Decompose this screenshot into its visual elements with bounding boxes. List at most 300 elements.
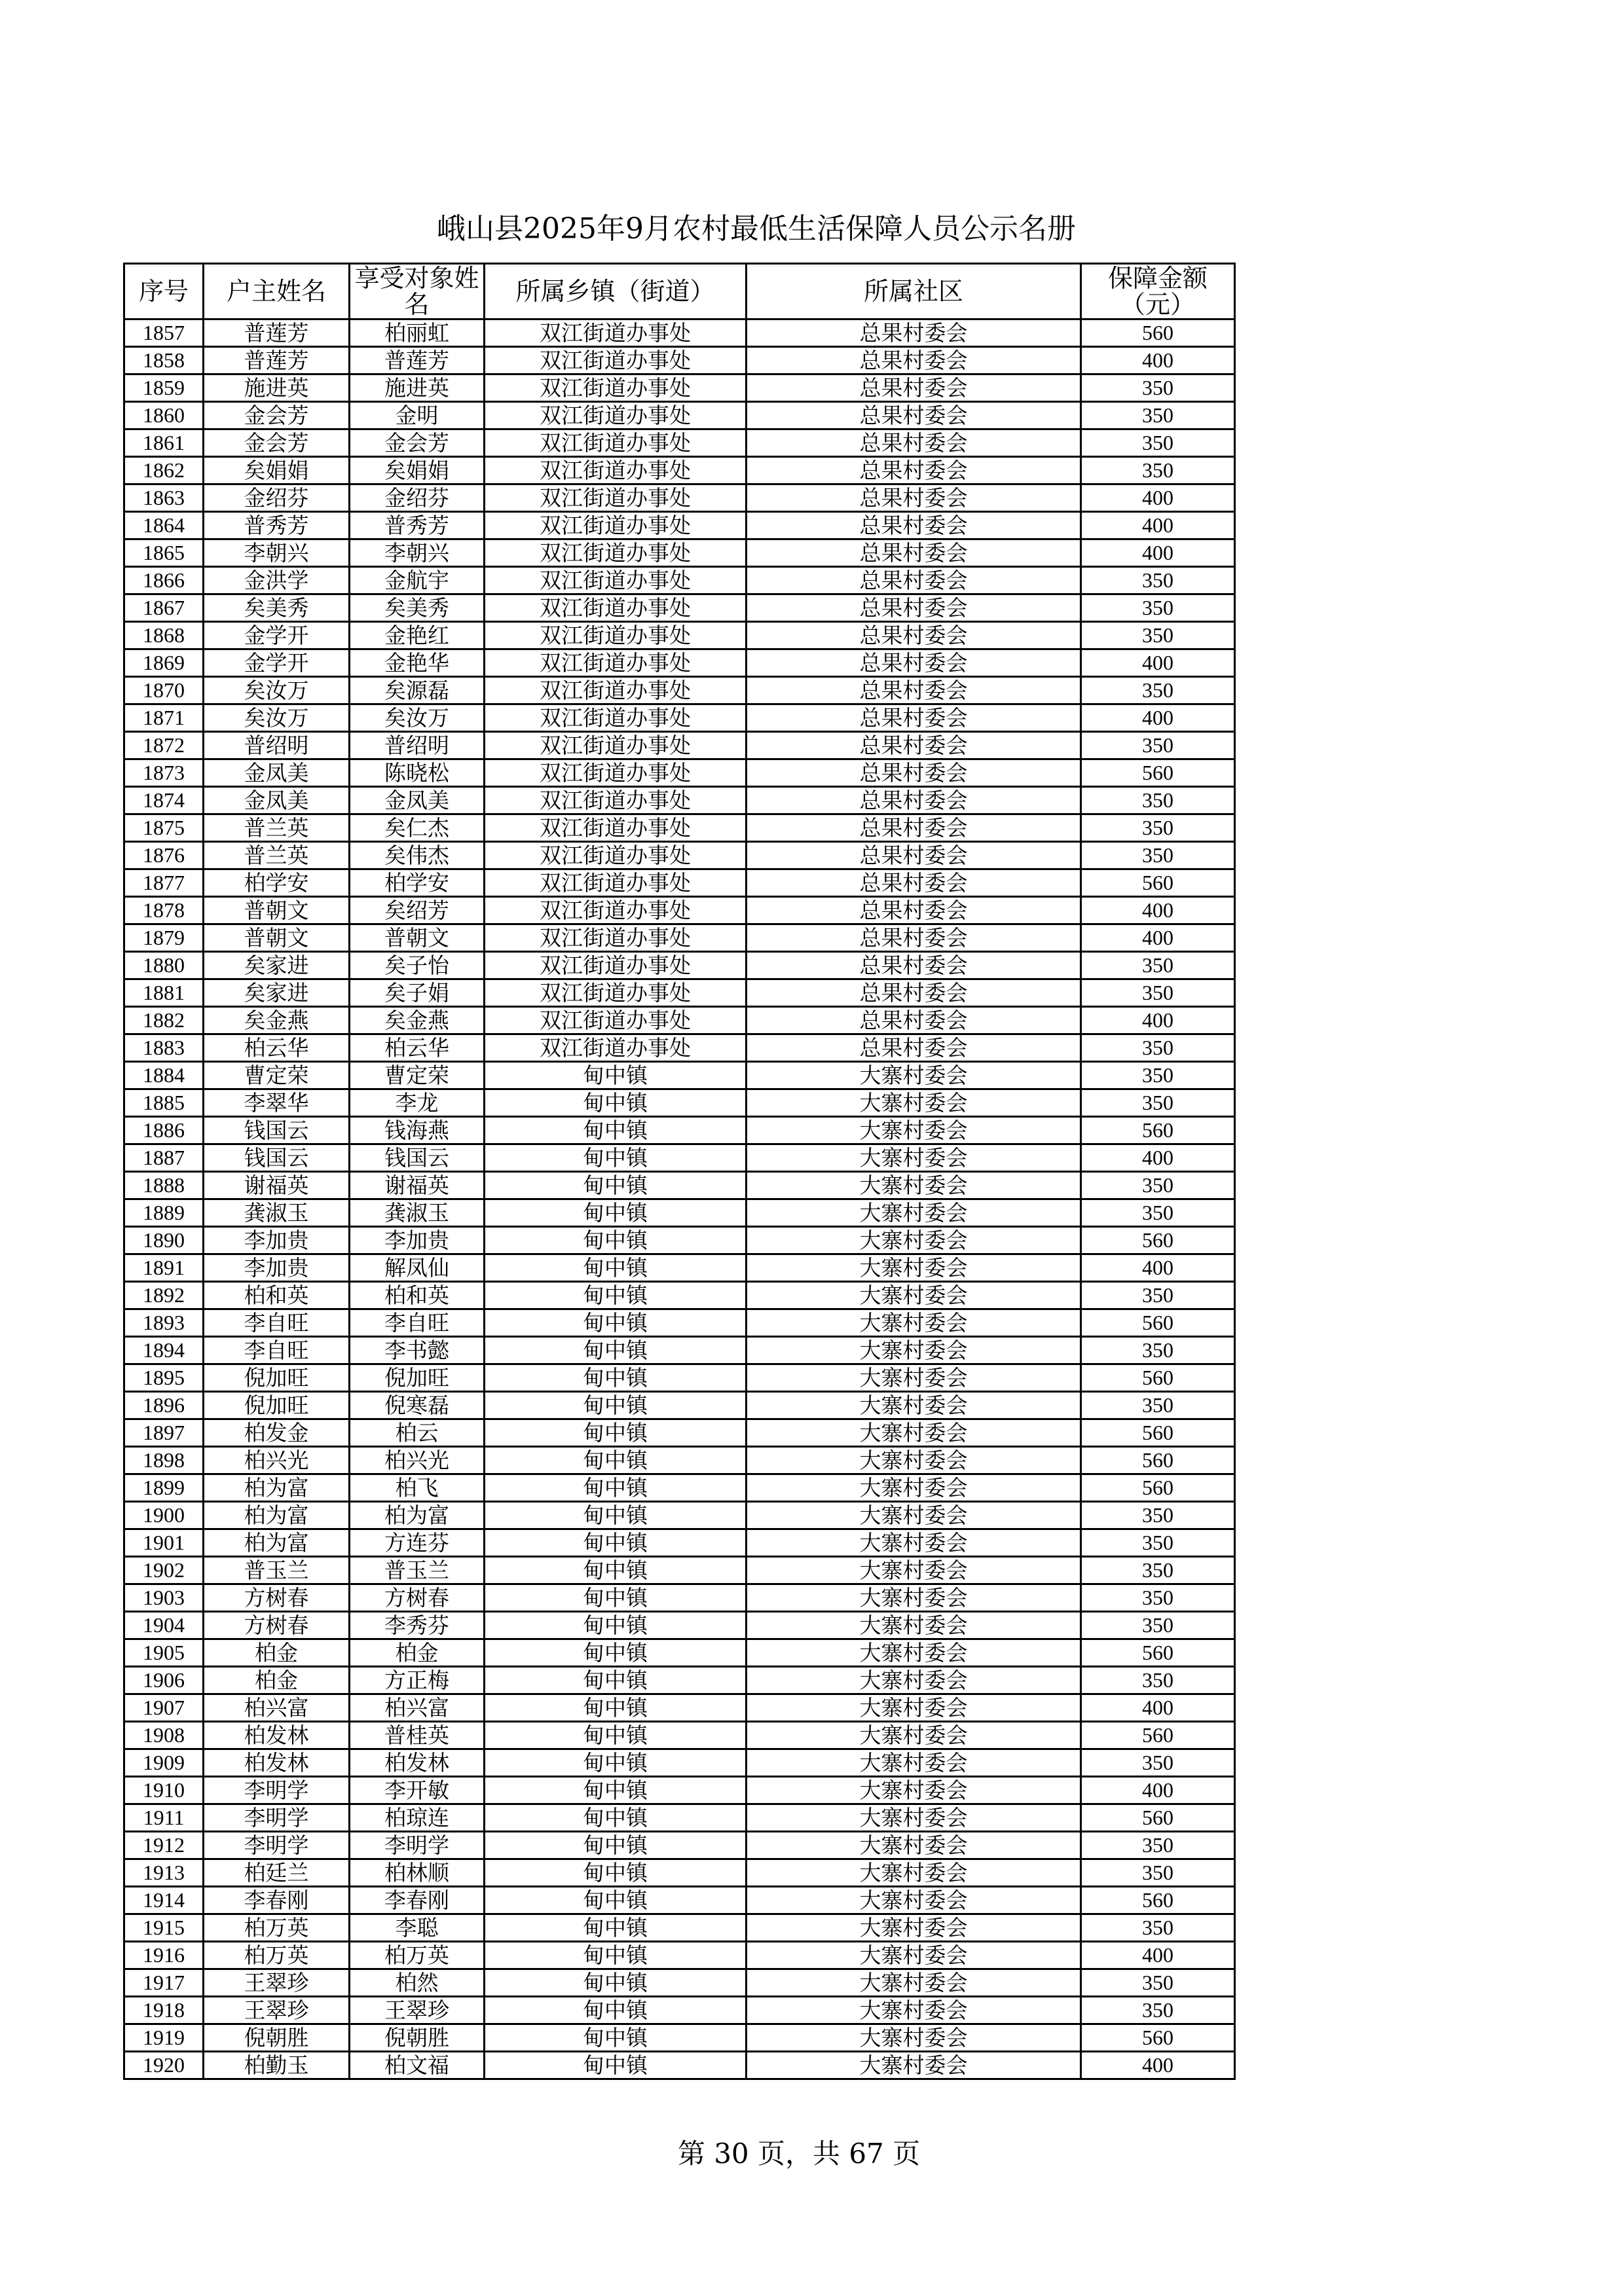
cell-community: 总果村委会	[747, 814, 1081, 842]
cell-seq: 1873	[124, 759, 204, 787]
cell-community: 大寨村委会	[747, 1667, 1081, 1694]
table-row	[124, 512, 1235, 539]
table-row	[124, 1942, 1235, 1969]
cell-community: 总果村委会	[747, 457, 1081, 484]
cell-amount: 400	[1081, 512, 1235, 539]
cell-seq: 1890	[124, 1227, 204, 1254]
cell-seq: 1882	[124, 1007, 204, 1034]
cell-community: 大寨村委会	[747, 1392, 1081, 1419]
cell-amount: 350	[1081, 814, 1235, 842]
cell-amount: 560	[1081, 1117, 1235, 1144]
cell-beneficiary-name: 龚淑玉	[350, 1199, 485, 1227]
cell-township: 双江街道办事处	[485, 677, 747, 704]
cell-community: 总果村委会	[747, 869, 1081, 897]
cell-community: 总果村委会	[747, 649, 1081, 677]
cell-beneficiary-name: 金明	[350, 402, 485, 429]
cell-amount: 400	[1081, 2052, 1235, 2079]
table-row	[124, 649, 1235, 677]
cell-township: 甸中镇	[485, 1859, 747, 1887]
table-row	[124, 1612, 1235, 1639]
cell-householder-name: 柏万英	[204, 1914, 350, 1942]
cell-amount: 350	[1081, 842, 1235, 869]
table-row	[124, 1997, 1235, 2024]
cell-beneficiary-name: 矣汝万	[350, 704, 485, 732]
cell-township: 甸中镇	[485, 1969, 747, 1997]
roster-table	[123, 263, 1236, 2080]
cell-amount: 350	[1081, 622, 1235, 649]
cell-amount: 350	[1081, 1667, 1235, 1694]
table-row	[124, 952, 1235, 979]
cell-seq: 1888	[124, 1172, 204, 1199]
cell-township: 甸中镇	[485, 1529, 747, 1557]
cell-householder-name: 普兰英	[204, 814, 350, 842]
cell-beneficiary-name: 倪朝胜	[350, 2024, 485, 2052]
cell-beneficiary-name: 李聪	[350, 1914, 485, 1942]
cell-householder-name: 曹定荣	[204, 1062, 350, 1089]
cell-seq: 1870	[124, 677, 204, 704]
cell-beneficiary-name: 李春刚	[350, 1887, 485, 1914]
cell-amount: 350	[1081, 1337, 1235, 1364]
cell-householder-name: 柏发金	[204, 1419, 350, 1447]
cell-beneficiary-name: 柏学安	[350, 869, 485, 897]
cell-householder-name: 倪朝胜	[204, 2024, 350, 2052]
cell-seq: 1916	[124, 1942, 204, 1969]
cell-householder-name: 普兰英	[204, 842, 350, 869]
cell-seq: 1886	[124, 1117, 204, 1144]
cell-community: 大寨村委会	[747, 1722, 1081, 1749]
cell-township: 甸中镇	[485, 1667, 747, 1694]
cell-householder-name: 矣家进	[204, 952, 350, 979]
cell-seq: 1889	[124, 1199, 204, 1227]
cell-township: 甸中镇	[485, 1914, 747, 1942]
cell-township: 双江街道办事处	[485, 622, 747, 649]
table-row	[124, 347, 1235, 374]
cell-beneficiary-name: 倪加旺	[350, 1364, 485, 1392]
cell-seq: 1880	[124, 952, 204, 979]
table-row	[124, 842, 1235, 869]
cell-beneficiary-name: 施进英	[350, 374, 485, 402]
cell-beneficiary-name: 金艳华	[350, 649, 485, 677]
cell-amount: 400	[1081, 347, 1235, 374]
cell-seq: 1914	[124, 1887, 204, 1914]
cell-seq: 1917	[124, 1969, 204, 1997]
cell-township: 双江街道办事处	[485, 1007, 747, 1034]
cell-householder-name: 李自旺	[204, 1309, 350, 1337]
cell-township: 甸中镇	[485, 1282, 747, 1309]
cell-community: 大寨村委会	[747, 1474, 1081, 1502]
cell-amount: 350	[1081, 1859, 1235, 1887]
cell-community: 大寨村委会	[747, 1639, 1081, 1667]
table-row	[124, 1282, 1235, 1309]
cell-amount: 400	[1081, 1254, 1235, 1282]
cell-township: 甸中镇	[485, 1474, 747, 1502]
table-row	[124, 1557, 1235, 1584]
cell-householder-name: 李朝兴	[204, 539, 350, 567]
cell-householder-name: 矣汝万	[204, 704, 350, 732]
cell-amount: 350	[1081, 1529, 1235, 1557]
cell-community: 总果村委会	[747, 594, 1081, 622]
cell-beneficiary-name: 矣仁杰	[350, 814, 485, 842]
cell-beneficiary-name: 金绍芬	[350, 484, 485, 512]
cell-community: 总果村委会	[747, 539, 1081, 567]
cell-seq: 1876	[124, 842, 204, 869]
cell-amount: 560	[1081, 1474, 1235, 1502]
cell-seq: 1908	[124, 1722, 204, 1749]
cell-amount: 560	[1081, 1447, 1235, 1474]
cell-beneficiary-name: 柏兴光	[350, 1447, 485, 1474]
cell-householder-name: 矣美秀	[204, 594, 350, 622]
cell-householder-name: 金凤美	[204, 759, 350, 787]
cell-householder-name: 普朝文	[204, 897, 350, 924]
table-row	[124, 979, 1235, 1007]
table-row	[124, 1392, 1235, 1419]
cell-amount: 350	[1081, 1612, 1235, 1639]
cell-householder-name: 柏学安	[204, 869, 350, 897]
cell-amount: 350	[1081, 594, 1235, 622]
cell-seq: 1903	[124, 1584, 204, 1612]
table-row	[124, 704, 1235, 732]
cell-seq: 1897	[124, 1419, 204, 1447]
page-footer	[0, 2136, 1624, 2172]
cell-householder-name: 金会芳	[204, 429, 350, 457]
cell-seq: 1877	[124, 869, 204, 897]
cell-householder-name: 李加贵	[204, 1254, 350, 1282]
cell-beneficiary-name: 矣伟杰	[350, 842, 485, 869]
cell-seq: 1918	[124, 1997, 204, 2024]
cell-community: 大寨村委会	[747, 1337, 1081, 1364]
cell-beneficiary-name: 谢福英	[350, 1172, 485, 1199]
cell-seq: 1868	[124, 622, 204, 649]
cell-township: 双江街道办事处	[485, 787, 747, 814]
cell-amount: 400	[1081, 897, 1235, 924]
cell-beneficiary-name: 金航宇	[350, 567, 485, 594]
cell-community: 总果村委会	[747, 429, 1081, 457]
cell-seq: 1869	[124, 649, 204, 677]
cell-householder-name: 金绍芬	[204, 484, 350, 512]
cell-township: 甸中镇	[485, 1062, 747, 1089]
cell-seq: 1907	[124, 1694, 204, 1722]
cell-community: 总果村委会	[747, 732, 1081, 759]
cell-community: 大寨村委会	[747, 1997, 1081, 2024]
cell-householder-name: 矣金燕	[204, 1007, 350, 1034]
cell-township: 双江街道办事处	[485, 484, 747, 512]
cell-beneficiary-name: 李龙	[350, 1089, 485, 1117]
cell-householder-name: 柏兴光	[204, 1447, 350, 1474]
cell-householder-name: 普秀芳	[204, 512, 350, 539]
cell-householder-name: 柏金	[204, 1667, 350, 1694]
table-row	[124, 429, 1235, 457]
table-row	[124, 1694, 1235, 1722]
cell-amount: 350	[1081, 1172, 1235, 1199]
cell-householder-name: 倪加旺	[204, 1364, 350, 1392]
table-row	[124, 594, 1235, 622]
cell-householder-name: 李明学	[204, 1804, 350, 1832]
cell-township: 甸中镇	[485, 1722, 747, 1749]
cell-township: 甸中镇	[485, 1117, 747, 1144]
cell-seq: 1919	[124, 2024, 204, 2052]
cell-seq: 1865	[124, 539, 204, 567]
cell-householder-name: 金洪学	[204, 567, 350, 594]
cell-seq: 1862	[124, 457, 204, 484]
cell-householder-name: 矣家进	[204, 979, 350, 1007]
cell-community: 大寨村委会	[747, 1502, 1081, 1529]
cell-community: 总果村委会	[747, 1034, 1081, 1062]
cell-seq: 1892	[124, 1282, 204, 1309]
cell-community: 总果村委会	[747, 347, 1081, 374]
table-row	[124, 1199, 1235, 1227]
cell-township: 甸中镇	[485, 1392, 747, 1419]
cell-township: 甸中镇	[485, 1887, 747, 1914]
cell-seq: 1863	[124, 484, 204, 512]
cell-community: 大寨村委会	[747, 1914, 1081, 1942]
cell-community: 大寨村委会	[747, 1942, 1081, 1969]
cell-community: 大寨村委会	[747, 1969, 1081, 1997]
cell-beneficiary-name: 王翠珍	[350, 1997, 485, 2024]
cell-amount: 350	[1081, 952, 1235, 979]
cell-householder-name: 钱国云	[204, 1117, 350, 1144]
cell-amount: 350	[1081, 732, 1235, 759]
cell-beneficiary-name: 普桂英	[350, 1722, 485, 1749]
cell-township: 甸中镇	[485, 1694, 747, 1722]
cell-beneficiary-name: 方连芬	[350, 1529, 485, 1557]
cell-township: 双江街道办事处	[485, 649, 747, 677]
cell-householder-name: 王翠珍	[204, 1997, 350, 2024]
cell-township: 双江街道办事处	[485, 374, 747, 402]
table-row	[124, 457, 1235, 484]
table-row	[124, 1887, 1235, 1914]
cell-township: 双江街道办事处	[485, 732, 747, 759]
cell-householder-name: 矣娟娟	[204, 457, 350, 484]
cell-township: 甸中镇	[485, 1254, 747, 1282]
cell-beneficiary-name: 钱国云	[350, 1144, 485, 1172]
cell-householder-name: 金凤美	[204, 787, 350, 814]
cell-householder-name: 普玉兰	[204, 1557, 350, 1584]
cell-community: 大寨村委会	[747, 2024, 1081, 2052]
cell-householder-name: 普朝文	[204, 924, 350, 952]
table-row	[124, 1419, 1235, 1447]
cell-amount: 350	[1081, 1584, 1235, 1612]
cell-amount: 350	[1081, 429, 1235, 457]
cell-township: 甸中镇	[485, 1227, 747, 1254]
cell-amount: 350	[1081, 1199, 1235, 1227]
cell-township: 双江街道办事处	[485, 429, 747, 457]
cell-beneficiary-name: 矣娟娟	[350, 457, 485, 484]
cell-beneficiary-name: 方正梅	[350, 1667, 485, 1694]
table-row	[124, 1117, 1235, 1144]
cell-amount: 560	[1081, 759, 1235, 787]
cell-amount: 560	[1081, 1639, 1235, 1667]
cell-householder-name: 施进英	[204, 374, 350, 402]
cell-township: 甸中镇	[485, 1997, 747, 2024]
cell-community: 总果村委会	[747, 484, 1081, 512]
cell-householder-name: 柏勤玉	[204, 2052, 350, 2079]
cell-township: 甸中镇	[485, 2024, 747, 2052]
cell-amount: 350	[1081, 1749, 1235, 1777]
cell-householder-name: 方树春	[204, 1612, 350, 1639]
table-row	[124, 402, 1235, 429]
cell-community: 总果村委会	[747, 842, 1081, 869]
cell-community: 总果村委会	[747, 512, 1081, 539]
cell-beneficiary-name: 倪寒磊	[350, 1392, 485, 1419]
cell-beneficiary-name: 解凤仙	[350, 1254, 485, 1282]
cell-beneficiary-name: 柏林顺	[350, 1859, 485, 1887]
cell-amount: 560	[1081, 1887, 1235, 1914]
cell-beneficiary-name: 李朝兴	[350, 539, 485, 567]
table-row	[124, 1914, 1235, 1942]
cell-seq: 1860	[124, 402, 204, 429]
cell-beneficiary-name: 李书懿	[350, 1337, 485, 1364]
cell-householder-name: 王翠珍	[204, 1969, 350, 1997]
cell-beneficiary-name: 矣绍芳	[350, 897, 485, 924]
cell-beneficiary-name: 矣子怡	[350, 952, 485, 979]
cell-community: 大寨村委会	[747, 1584, 1081, 1612]
cell-seq: 1920	[124, 2052, 204, 2079]
cell-amount: 350	[1081, 1969, 1235, 1997]
table-row	[124, 1447, 1235, 1474]
cell-community: 总果村委会	[747, 759, 1081, 787]
cell-township: 双江街道办事处	[485, 924, 747, 952]
cell-township: 甸中镇	[485, 1557, 747, 1584]
cell-seq: 1858	[124, 347, 204, 374]
cell-township: 双江街道办事处	[485, 567, 747, 594]
cell-beneficiary-name: 李加贵	[350, 1227, 485, 1254]
table-row	[124, 1804, 1235, 1832]
table-row	[124, 1364, 1235, 1392]
cell-seq: 1875	[124, 814, 204, 842]
cell-amount: 400	[1081, 1144, 1235, 1172]
cell-beneficiary-name: 柏和英	[350, 1282, 485, 1309]
cell-seq: 1864	[124, 512, 204, 539]
cell-seq: 1894	[124, 1337, 204, 1364]
cell-seq: 1857	[124, 319, 204, 347]
cell-community: 大寨村委会	[747, 1199, 1081, 1227]
cell-seq: 1902	[124, 1557, 204, 1584]
cell-householder-name: 金学开	[204, 649, 350, 677]
cell-seq: 1867	[124, 594, 204, 622]
cell-amount: 560	[1081, 2024, 1235, 2052]
cell-community: 大寨村委会	[747, 1887, 1081, 1914]
cell-amount: 560	[1081, 1364, 1235, 1392]
page-number: 第 30 页，共 67 页	[677, 2138, 921, 2170]
cell-amount: 400	[1081, 1694, 1235, 1722]
table-row	[124, 2024, 1235, 2052]
cell-householder-name: 方树春	[204, 1584, 350, 1612]
cell-township: 双江街道办事处	[485, 594, 747, 622]
cell-township: 甸中镇	[485, 1364, 747, 1392]
cell-beneficiary-name: 李开敏	[350, 1777, 485, 1804]
cell-community: 大寨村委会	[747, 1419, 1081, 1447]
header-community: 所属社区	[747, 264, 1081, 319]
cell-householder-name: 矣汝万	[204, 677, 350, 704]
cell-beneficiary-name: 陈晓松	[350, 759, 485, 787]
cell-community: 总果村委会	[747, 787, 1081, 814]
cell-township: 甸中镇	[485, 1199, 747, 1227]
cell-community: 大寨村委会	[747, 1777, 1081, 1804]
table-row	[124, 1859, 1235, 1887]
cell-community: 总果村委会	[747, 1007, 1081, 1034]
cell-amount: 400	[1081, 539, 1235, 567]
cell-beneficiary-name: 矣金燕	[350, 1007, 485, 1034]
cell-township: 甸中镇	[485, 1639, 747, 1667]
cell-amount: 350	[1081, 677, 1235, 704]
cell-township: 甸中镇	[485, 1804, 747, 1832]
cell-householder-name: 龚淑玉	[204, 1199, 350, 1227]
cell-householder-name: 柏为富	[204, 1474, 350, 1502]
page-title	[0, 210, 1624, 249]
header-township: 所属乡镇（街道）	[485, 264, 747, 319]
cell-community: 总果村委会	[747, 677, 1081, 704]
cell-amount: 350	[1081, 567, 1235, 594]
cell-amount: 350	[1081, 402, 1235, 429]
cell-amount: 400	[1081, 1777, 1235, 1804]
cell-community: 大寨村委会	[747, 1859, 1081, 1887]
cell-beneficiary-name: 普莲芳	[350, 347, 485, 374]
cell-community: 大寨村委会	[747, 1089, 1081, 1117]
cell-seq: 1896	[124, 1392, 204, 1419]
cell-community: 总果村委会	[747, 567, 1081, 594]
cell-township: 双江街道办事处	[485, 512, 747, 539]
cell-community: 总果村委会	[747, 319, 1081, 347]
cell-seq: 1871	[124, 704, 204, 732]
cell-community: 总果村委会	[747, 924, 1081, 952]
cell-beneficiary-name: 普玉兰	[350, 1557, 485, 1584]
cell-township: 双江街道办事处	[485, 759, 747, 787]
cell-beneficiary-name: 柏发林	[350, 1749, 485, 1777]
cell-seq: 1906	[124, 1667, 204, 1694]
cell-householder-name: 李明学	[204, 1777, 350, 1804]
cell-community: 大寨村委会	[747, 1062, 1081, 1089]
cell-community: 总果村委会	[747, 374, 1081, 402]
cell-township: 甸中镇	[485, 1502, 747, 1529]
cell-seq: 1899	[124, 1474, 204, 1502]
cell-beneficiary-name: 柏丽虹	[350, 319, 485, 347]
cell-seq: 1874	[124, 787, 204, 814]
header-householder-name: 户主姓名	[204, 264, 350, 319]
cell-community: 大寨村委会	[747, 1254, 1081, 1282]
cell-community: 总果村委会	[747, 704, 1081, 732]
table-row	[124, 484, 1235, 512]
cell-householder-name: 李春刚	[204, 1887, 350, 1914]
cell-township: 双江街道办事处	[485, 814, 747, 842]
table-row	[124, 1502, 1235, 1529]
cell-beneficiary-name: 柏云	[350, 1419, 485, 1447]
cell-community: 大寨村委会	[747, 1117, 1081, 1144]
cell-amount: 350	[1081, 1997, 1235, 2024]
cell-amount: 350	[1081, 1832, 1235, 1859]
table-row	[124, 1584, 1235, 1612]
cell-township: 双江街道办事处	[485, 842, 747, 869]
cell-householder-name: 普莲芳	[204, 319, 350, 347]
cell-seq: 1900	[124, 1502, 204, 1529]
cell-householder-name: 柏廷兰	[204, 1859, 350, 1887]
cell-township: 甸中镇	[485, 1172, 747, 1199]
table-row	[124, 1337, 1235, 1364]
cell-householder-name: 李自旺	[204, 1337, 350, 1364]
cell-householder-name: 柏发林	[204, 1722, 350, 1749]
cell-beneficiary-name: 方树春	[350, 1584, 485, 1612]
cell-beneficiary-name: 金凤美	[350, 787, 485, 814]
cell-amount: 350	[1081, 457, 1235, 484]
cell-township: 甸中镇	[485, 1447, 747, 1474]
cell-householder-name: 金会芳	[204, 402, 350, 429]
cell-beneficiary-name: 柏兴富	[350, 1694, 485, 1722]
cell-seq: 1883	[124, 1034, 204, 1062]
table-row	[124, 787, 1235, 814]
cell-community: 大寨村委会	[747, 1557, 1081, 1584]
cell-householder-name: 李明学	[204, 1832, 350, 1859]
cell-householder-name: 柏和英	[204, 1282, 350, 1309]
cell-township: 甸中镇	[485, 1612, 747, 1639]
